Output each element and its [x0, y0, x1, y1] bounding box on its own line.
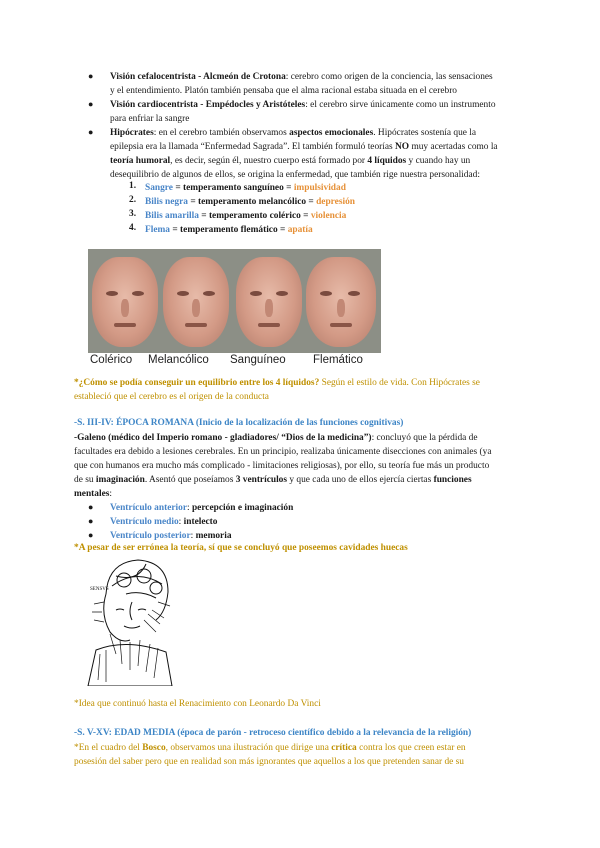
heading-title: -S. III-IV: ÉPOCA ROMANA [74, 418, 196, 428]
section-heading-medieval [74, 726, 471, 740]
paragraph-text: : concluyó que la pérdida de [371, 433, 478, 443]
caption-label: Flemático [313, 354, 363, 366]
roman-note: *A pesar de ser errónea la teoría, sí que se concluyó que poseemos cavidades huecas [74, 543, 408, 553]
list-number: 3. [129, 209, 137, 219]
humor-trait: depresión [316, 197, 355, 207]
ventricle-item: Ventrículo medio: intelecto [110, 517, 218, 527]
caption-label: Melancólico [148, 354, 209, 366]
item-text: epilepsia era la llamada “Enfermedad Sagrada”. El también formuló teorías [110, 142, 396, 152]
equals: = [300, 211, 311, 221]
paragraph-text: y que cada uno de ellos ejercía ciertas [287, 475, 434, 485]
equals: = [306, 197, 317, 207]
list-item [110, 98, 496, 112]
item-bold: 4 líquidos [367, 156, 407, 166]
paragraph-line: que con humanos era mucho más complicado - limitaciones religiosas), por ello, su teoría fue más un producto [74, 461, 490, 471]
paragraph-line [74, 487, 112, 501]
item-line [110, 154, 470, 168]
face-choleric [92, 257, 158, 347]
heading-subtitle: (Inicio de la localización de las funciones cognitivas) [195, 418, 404, 428]
caption-label: Colérico [90, 354, 133, 366]
paragraph-line: facultades era debido a lesiones cerebrales. En un principio, realizaba únicamente disecciones con animales (ya [74, 447, 492, 457]
humor-item [145, 223, 313, 237]
ventricle-name: Ventrículo anterior [110, 503, 187, 513]
four-temperaments-image [88, 249, 381, 353]
bullet-icon: ● [88, 127, 94, 137]
humor-trait: apatía [287, 225, 313, 235]
paragraph-text: : [109, 489, 113, 499]
paragraph-bold: funciones [433, 475, 472, 485]
equals: = [277, 225, 288, 235]
item-lead: Visión cefalocentrista - Alcmeón de Crotona [110, 72, 286, 82]
bullet-icon: ● [88, 502, 94, 512]
face-sanguine [236, 257, 302, 347]
ventricle-function: intelecto [183, 517, 218, 527]
item-bold: aspectos emocionales [289, 128, 374, 138]
question-answer: Según el estilo de vida. Con Hipócrates se [319, 378, 480, 388]
paragraph-text: . Asentó que poseíamos [144, 475, 236, 485]
humor-fluid: Flema [145, 225, 170, 235]
bullet-icon: ● [88, 516, 94, 526]
ventricle-function: percepción e imaginación [191, 503, 294, 513]
bullet-icon: ● [88, 530, 94, 540]
ventricles-engraving-image [86, 554, 176, 686]
list-number: 4. [129, 223, 137, 233]
equals: = [187, 197, 199, 207]
ventricle-name: Ventrículo posterior [110, 531, 191, 541]
paragraph-line [74, 431, 478, 445]
humor-fluid: Sangre [145, 183, 173, 193]
bullet-icon: ● [88, 71, 94, 81]
svg-text:SENSVS: SENSVS [90, 587, 109, 592]
humor-item [145, 209, 346, 223]
humor-temperament: temperamento melancólico [198, 197, 307, 207]
item-text: . Hipócrates sostenía que la [373, 128, 477, 138]
heading-title: -S. V-XV: EDAD MEDIA [74, 728, 178, 738]
item-line [110, 140, 498, 154]
item-text: muy acertadas como la [409, 142, 498, 152]
item-bold: NO [395, 142, 410, 152]
list-item [110, 70, 493, 84]
list-number: 2. [129, 195, 137, 205]
humor-trait: violencia [310, 211, 347, 221]
item-text: : cerebro como origen de la conciencia, las sensaciones [285, 72, 493, 82]
paragraph-line: posesión del saber pero que en realidad son más ignorantes que aquellos a los que pretenden sanar de su [74, 757, 464, 767]
equals: = [172, 183, 183, 193]
paragraph-text: *En el cuadro del [74, 743, 143, 753]
paragraph-bold: Bosco [142, 743, 166, 753]
paragraph-bold: 3 ventrículos [235, 475, 288, 485]
question-note-line: estableció que el cerebro es el origen de la conducta [74, 392, 269, 402]
paragraph-text: de su [74, 475, 96, 485]
heading-subtitle: (época de parón - retroceso científico debido a la relevancia de la religión) [177, 728, 472, 738]
galeno-lead: -Galeno (médico del Imperio romano - gladiadores/ “Dios de la medicina”) [74, 433, 372, 443]
paragraph-text: , observamos una ilustración que dirige una [165, 743, 332, 753]
equals: = [283, 183, 294, 193]
equals: = [198, 211, 209, 221]
paragraph-line [74, 741, 466, 755]
paragraph-bold: imaginación [95, 475, 145, 485]
ventricle-name: Ventrículo medio [110, 517, 179, 527]
paragraph-line [74, 473, 472, 487]
bullet-icon: ● [88, 99, 94, 109]
question-bold: *¿Cómo se podía conseguir un equilibrio entre los 4 líquidos? [74, 378, 320, 388]
item-line: desequilibrio de algunos de ellos, se origina la enfermedad, que también rige nuestra personalidad: [110, 170, 480, 180]
humor-item [145, 181, 346, 195]
engraving-note: *Idea que continuó hasta el Renacimiento con Leonardo Da Vinci [74, 699, 321, 709]
list-number: 1. [129, 181, 137, 191]
item-lead: Hipócrates [110, 128, 154, 138]
list-item [110, 126, 476, 140]
ventricle-item: Ventrículo posterior: memoria [110, 531, 232, 541]
paragraph-text: contra los que creen estar en [356, 743, 466, 753]
item-lead: Visión cardiocentrista - Empédocles y Aristóteles [110, 100, 306, 110]
item-text: : en el cerebro también observamos [153, 128, 290, 138]
humor-item [145, 195, 355, 209]
ventricle-function: memoria [195, 531, 232, 541]
humor-temperament: temperamento flemático [180, 225, 278, 235]
humor-temperament: temperamento sanguíneo [183, 183, 284, 193]
caption-label: Sanguíneo [230, 354, 286, 366]
item-text: , es decir, según él, nuestro cuerpo está formado por [170, 156, 368, 166]
section-heading-roman [74, 416, 403, 430]
face-phlegmatic [306, 257, 376, 347]
humor-trait: impulsividad [293, 183, 346, 193]
paragraph-bold: crítica [331, 743, 357, 753]
item-line: y el entendimiento. Platón también pensaba que el alma racional estaba situada en el cerebro [110, 86, 457, 96]
paragraph-bold: mentales [74, 489, 110, 499]
item-bold: teoría humoral [110, 156, 171, 166]
question-note [74, 376, 480, 390]
equals: = [170, 225, 181, 235]
humor-temperament: temperamento colérico [208, 211, 301, 221]
faces-caption [88, 353, 381, 369]
ventricle-item: Ventrículo anterior: percepción e imaginación [110, 503, 294, 513]
humor-fluid: Bilis negra [145, 197, 188, 207]
item-text: y cuando hay un [406, 156, 471, 166]
humor-fluid: Bilis amarilla [145, 211, 199, 221]
item-text: : el cerebro sirve únicamente como un instrumento [305, 100, 496, 110]
face-melancholic [163, 257, 229, 347]
item-line: para enfriar la sangre [110, 114, 190, 124]
